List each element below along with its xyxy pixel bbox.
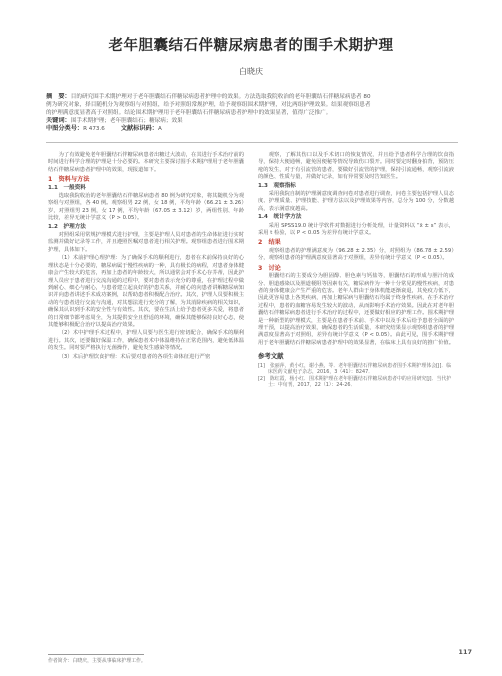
section-heading: 3 讨论	[258, 264, 281, 272]
body-paragraph: 选取我院收治的老年胆囊结石伴糖尿病患者 80 例为研究对象，将其随机分为观察组与对照组，各 40 例。观察组男 22 例，女 18 例，平均年龄（66.21 ± 3.26）岁，对照组男 23 例，女 17 例，平均年龄（67.05 ± 3.12）岁，两组性别、年龄比较，差异无统计学意义（P > 0.05）。	[48, 193, 244, 222]
abstract-line-3: 的护理满意度显著高于对照组。结论围术期护理用于老年胆囊结石伴糖尿病患者护理中的效果显著，值得广泛推广。	[46, 110, 332, 116]
doc-code-label: 文献标识码：	[120, 125, 158, 132]
keywords-line	[46, 117, 458, 125]
right-column-body	[258, 152, 454, 347]
body-paragraph: 为了有效避免老年胆囊结石伴糖尿病患者出糖过大波动，在其进行手术治疗前的时间进行科学合理的护理是十分必要的。本研究主要探讨围手术期护理用于老年胆囊结石伴糖尿病患者护理中的效果，现报道如下。	[48, 152, 244, 173]
body-paragraph: 观察组患者的护理满意度为（96.28 ± 2.35）分，对照组为（86.78 ± 2.59）分，观察组患者的护理满意度显著高于对照组，差异有统计学意义（P < 0.05）。	[258, 247, 454, 262]
body-paragraph: 采用 SPSS19.0 统计学软件对数据进行分析处理，计量资料以 “x̄ ± s” 表示，采用 t 检验，以 P < 0.05 为差异有统计学意义。	[258, 222, 454, 237]
body-paragraph: （1）术前护理心理护理：为了确保手术的顺利进行，患者在术前保持良好的心理状态是十分必要的，糖尿病属于慢性疾病的一种，具有极长的病程，对患者身体健康会产生较大的危害，再加上患者的年龄较大，所以通常会对手术心存芥蒂，因此护理人员应于患者进行交流沟通的过程中，要对患者表示充分的尊重，在护理过程中做到耐心、细心与耐心，与患者建立起良好的护患关系，并耐心的向患者讲解糖尿病知识并向患者讲述手术成功案例，以帮助患者积极配合治疗。其次，护理人员要积极主动的与患者进行交流与沟通，对其想法进行充分的了解，为其消除疾病的相关知识，确保其认识到手术的安全性与有效性。其次，要在生活上给予患者更多关爱，将患者的日常细节都考虑周全，为其提供安全且舒适的环境，确保其能够保持良好心态，使其能够积极配合治疗以提高治疗效果。	[48, 255, 244, 328]
subsection-heading: 1.3 观察指标	[258, 182, 296, 189]
subsection-heading: 1.2 护理方法	[48, 223, 86, 230]
section-heading: 1 资料与方法	[48, 176, 90, 184]
subsection-heading: 1.4 统计学方法	[258, 214, 302, 221]
right-column	[258, 152, 454, 389]
reference-item: [2] 陈红霞，杨小红．围术期护理在老年胆囊结石伴糖尿病患者中的应用研究[J]．当代护士：中旬刊，2017，22（1）：24-26．	[258, 375, 452, 389]
body-paragraph: 采用我院自制的护理满意度调查问卷对患者进行调查，问卷主要包括护理人员态度、护理质量、护理技能、护理方法以及护理效果等内容，总分为 100 分，分数越高，表示满意度越高。	[258, 191, 454, 212]
body-paragraph: （3）术后护理饮食护理：术后要对患者的各项生命体征进行严密	[58, 353, 211, 360]
references-title: 参考文献	[258, 352, 284, 361]
left-column	[48, 152, 244, 362]
section-heading: 2 结果	[258, 239, 281, 247]
clc-label: 中图分类号：	[46, 125, 84, 132]
page-number: 117	[458, 648, 472, 656]
abstract-divider	[46, 142, 458, 143]
references-list	[258, 363, 454, 389]
body-paragraph: 观察，了解其伤口以及手术切口的恢复情况，并且给予患者科学合理的饮食指导，保持大便通畅，避免因便秘等情况导致伤口裂开。同时要定时翻身拍背，预防压疮的发生，对于有引流管的患者，要做好引流管的护理，保持引流通畅，观察引流液的颜色、性质与量，并做好记录，如有异常要及时告知医生。	[258, 152, 454, 181]
body-paragraph: 对照组采用常规护理模式进行护理，主要是护理人员对患者的生命体征进行实时监测并做好记录等工作，并且遵照医嘱对患者进行相关护理。观察组患者进行围术期护理，具体如下。	[48, 232, 244, 253]
body-paragraph: （2）术中护理手术过程中，护理人员要与医生进行密切配合，确保手术的顺利进行。其次，还要做好保温工作，确保患者术中体温维持在正常范围内，避免低体温的发生。同时要严格执行无菌操作，避免发生感染等情况。	[48, 330, 244, 352]
abstract-line-1	[46, 93, 458, 101]
author-name: 白晓庆	[239, 67, 263, 76]
clc-field	[46, 125, 105, 133]
footnote-divider	[48, 654, 144, 655]
subsection-heading: 1.1 一般资料	[48, 184, 86, 191]
keywords-label: 关键词：	[46, 117, 71, 124]
abstract-label: 摘 要：	[46, 93, 71, 100]
doc-code-field	[121, 125, 162, 133]
doc-code-value: A	[157, 126, 162, 132]
classification-line	[46, 125, 458, 133]
abstract-block	[46, 93, 458, 133]
body-paragraph: 胆囊结石的主要成分为胆固醇、胆色素与钙盐等，胆囊结石的形成与胆汁的成分、胆道感染以及胆道梗阻等因素有关，糖尿病作为一种十分常见的慢性疾病，对患者的身体健康会产生严重的危害。老年人群由于身体机能逐渐衰退，其免疫力低下，因此更容易患上各类疾病，再加上糖尿病与胆囊结石均属于终身性疾病，在手术治疗过程中，患者的血糖容易发生较大的波动，从而影响手术治疗效果。因此在对老年胆囊结石伴糖尿病患者进行手术治疗的过程中，还要做好相应的护理工作。围术期护理是一种新型的护理模式，主要是在患者手术前、手术中以及手术后给予患者全面的护理干预，以提高治疗效果，确保患者的生活质量，本研究结果显示观察组患者的护理满意度显著高于对照组，差异有统计学意义（P < 0.05）。由此可见，围手术期护理用于老年胆囊结石伴糖尿病患者护理中的效果显著，在临床上具有良好的推广价值。	[258, 273, 454, 346]
clc-value: R 473.6	[83, 126, 105, 132]
keywords-text: 围手术期护理；老年胆囊结石；糖尿病；效果	[70, 118, 183, 124]
abstract-text-1: 目的研究围手术期护理对于老年胆囊结石伴糖尿病患者护理中的效果。方法选取我院收治的老年胆囊结石伴糖尿病患者 80	[70, 94, 371, 100]
author-footnote: 作者简介：白晓庆，主要从事临床护理工作。	[48, 658, 146, 664]
abstract-line-2: 例为研究对象，择目随机分为观察组与对照组，给予对照组常规护理，给予观察组围术期护理，对比两组护理效果。结果观察组患者	[46, 102, 371, 108]
paper-title: 老年胆囊结石伴糖尿病患者的围手术期护理	[108, 38, 394, 54]
reference-item: [1] 张丽萍，黄小红，谢小燕，等．老年胆囊结石伴糖尿病患者围手术期护理体会[J]．临床医药文献电子杂志，2016，3（41）：8247．	[258, 362, 452, 376]
